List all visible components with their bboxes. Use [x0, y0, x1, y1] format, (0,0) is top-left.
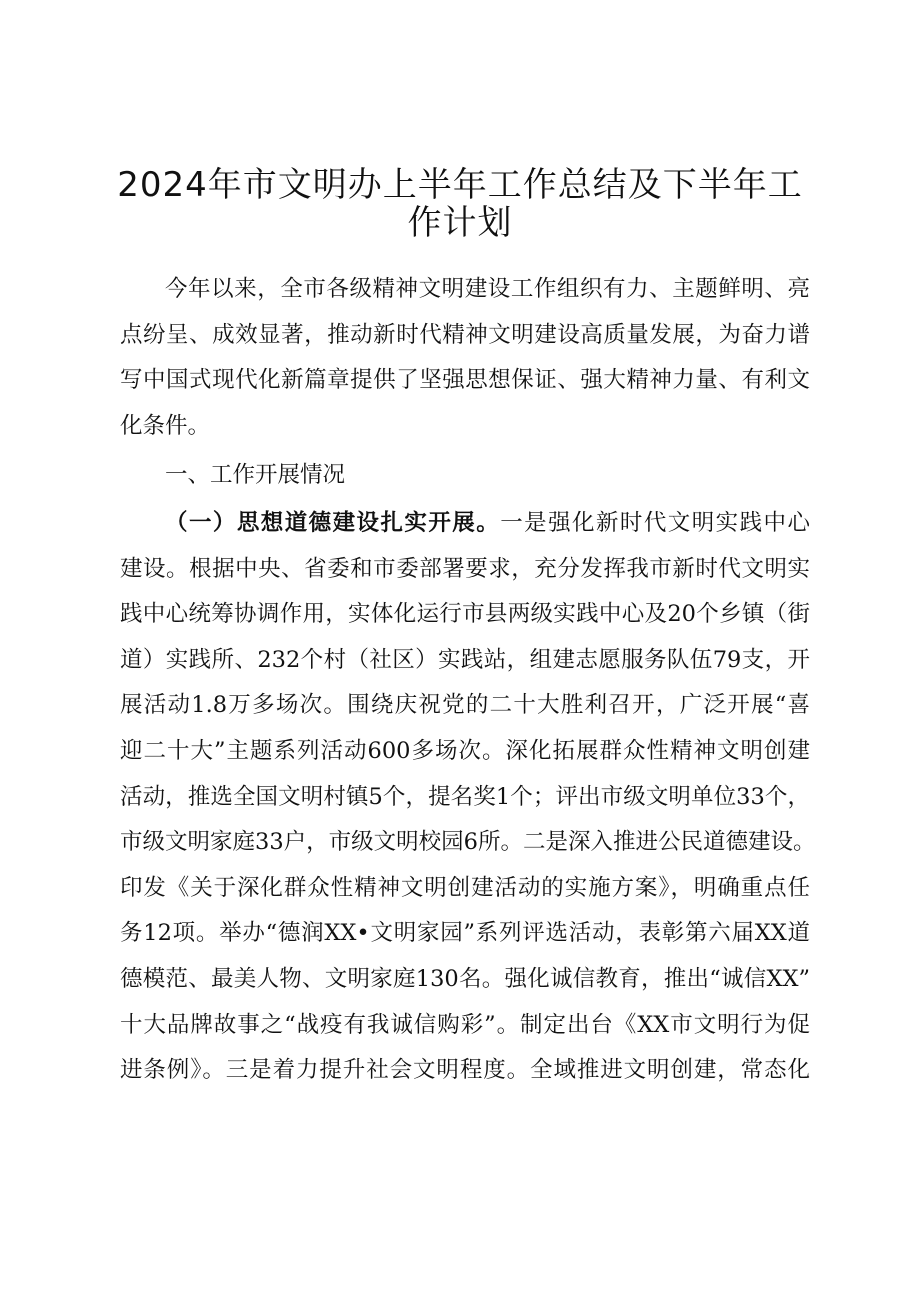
body-line: 展活动1.8万多场次。围绕庆祝党的二十大胜利召开，广泛开展“喜 [120, 692, 810, 719]
body-line: 迎二十大”主题系列活动600多场次。深化拓展群众性精神文明创建 [120, 737, 810, 764]
body-line: 务12项。举办“德润XX•文明家园”系列评选活动，表彰第六届XX道 [120, 920, 810, 947]
document-title-line-2: 作计划 [407, 203, 513, 243]
document-title-line-1: 2024年市文明办上半年工作总结及下半年工 [117, 165, 803, 205]
subsection-first-line-text: 一是强化新时代文明实践中心 [500, 509, 810, 536]
intro-paragraph [120, 267, 810, 449]
body-line: 进条例》。三是着力提升社会文明程度。全域推进文明创建，常态化 [120, 1057, 810, 1084]
intro-line: 点纷呈、成效显著，推动新时代精神文明建设高质量发展，为奋力谱 [120, 321, 810, 348]
document-body [120, 267, 816, 1094]
subsection-first-line [120, 501, 810, 547]
section-heading: 一、工作开展情况 [165, 462, 346, 489]
subsection-heading: （一）思想道德建设扎实开展。 [165, 509, 501, 536]
body-line: 建设。根据中央、省委和市委部署要求，充分发挥我市新时代文明实 [120, 555, 810, 582]
intro-line: 化条件。 [120, 412, 211, 439]
body-line: 印发《关于深化群众性精神文明创建活动的实施方案》，明确重点任 [120, 874, 810, 901]
body-line: 十大品牌故事之“战疫有我诚信购彩”。制定出台《XX市文明行为促 [120, 1011, 810, 1038]
subsection-paragraph [120, 501, 816, 1094]
body-line: 市级文明家庭33户，市级文明校园6所。二是深入推进公民道德建设。 [120, 829, 816, 856]
intro-line: 写中国式现代化新篇章提供了坚强思想保证、强大精神力量、有利文 [120, 367, 810, 394]
body-line: 活动，推选全国文明村镇5个，提名奖1个；评出市级文明单位33个， [120, 783, 810, 810]
body-line: 德模范、最美人物、文明家庭130名。强化诚信教育，推出“诚信XX” [120, 965, 810, 992]
intro-line: 今年以来，全市各级精神文明建设工作组织有力、主题鲜明、亮 [165, 276, 810, 302]
body-line: 践中心统筹协调作用，实体化运行市县两级实践中心及20个乡镇（街 [120, 601, 810, 628]
body-line: 道）实践所、232个村（社区）实践站，组建志愿服务队伍79支，开 [120, 646, 810, 673]
